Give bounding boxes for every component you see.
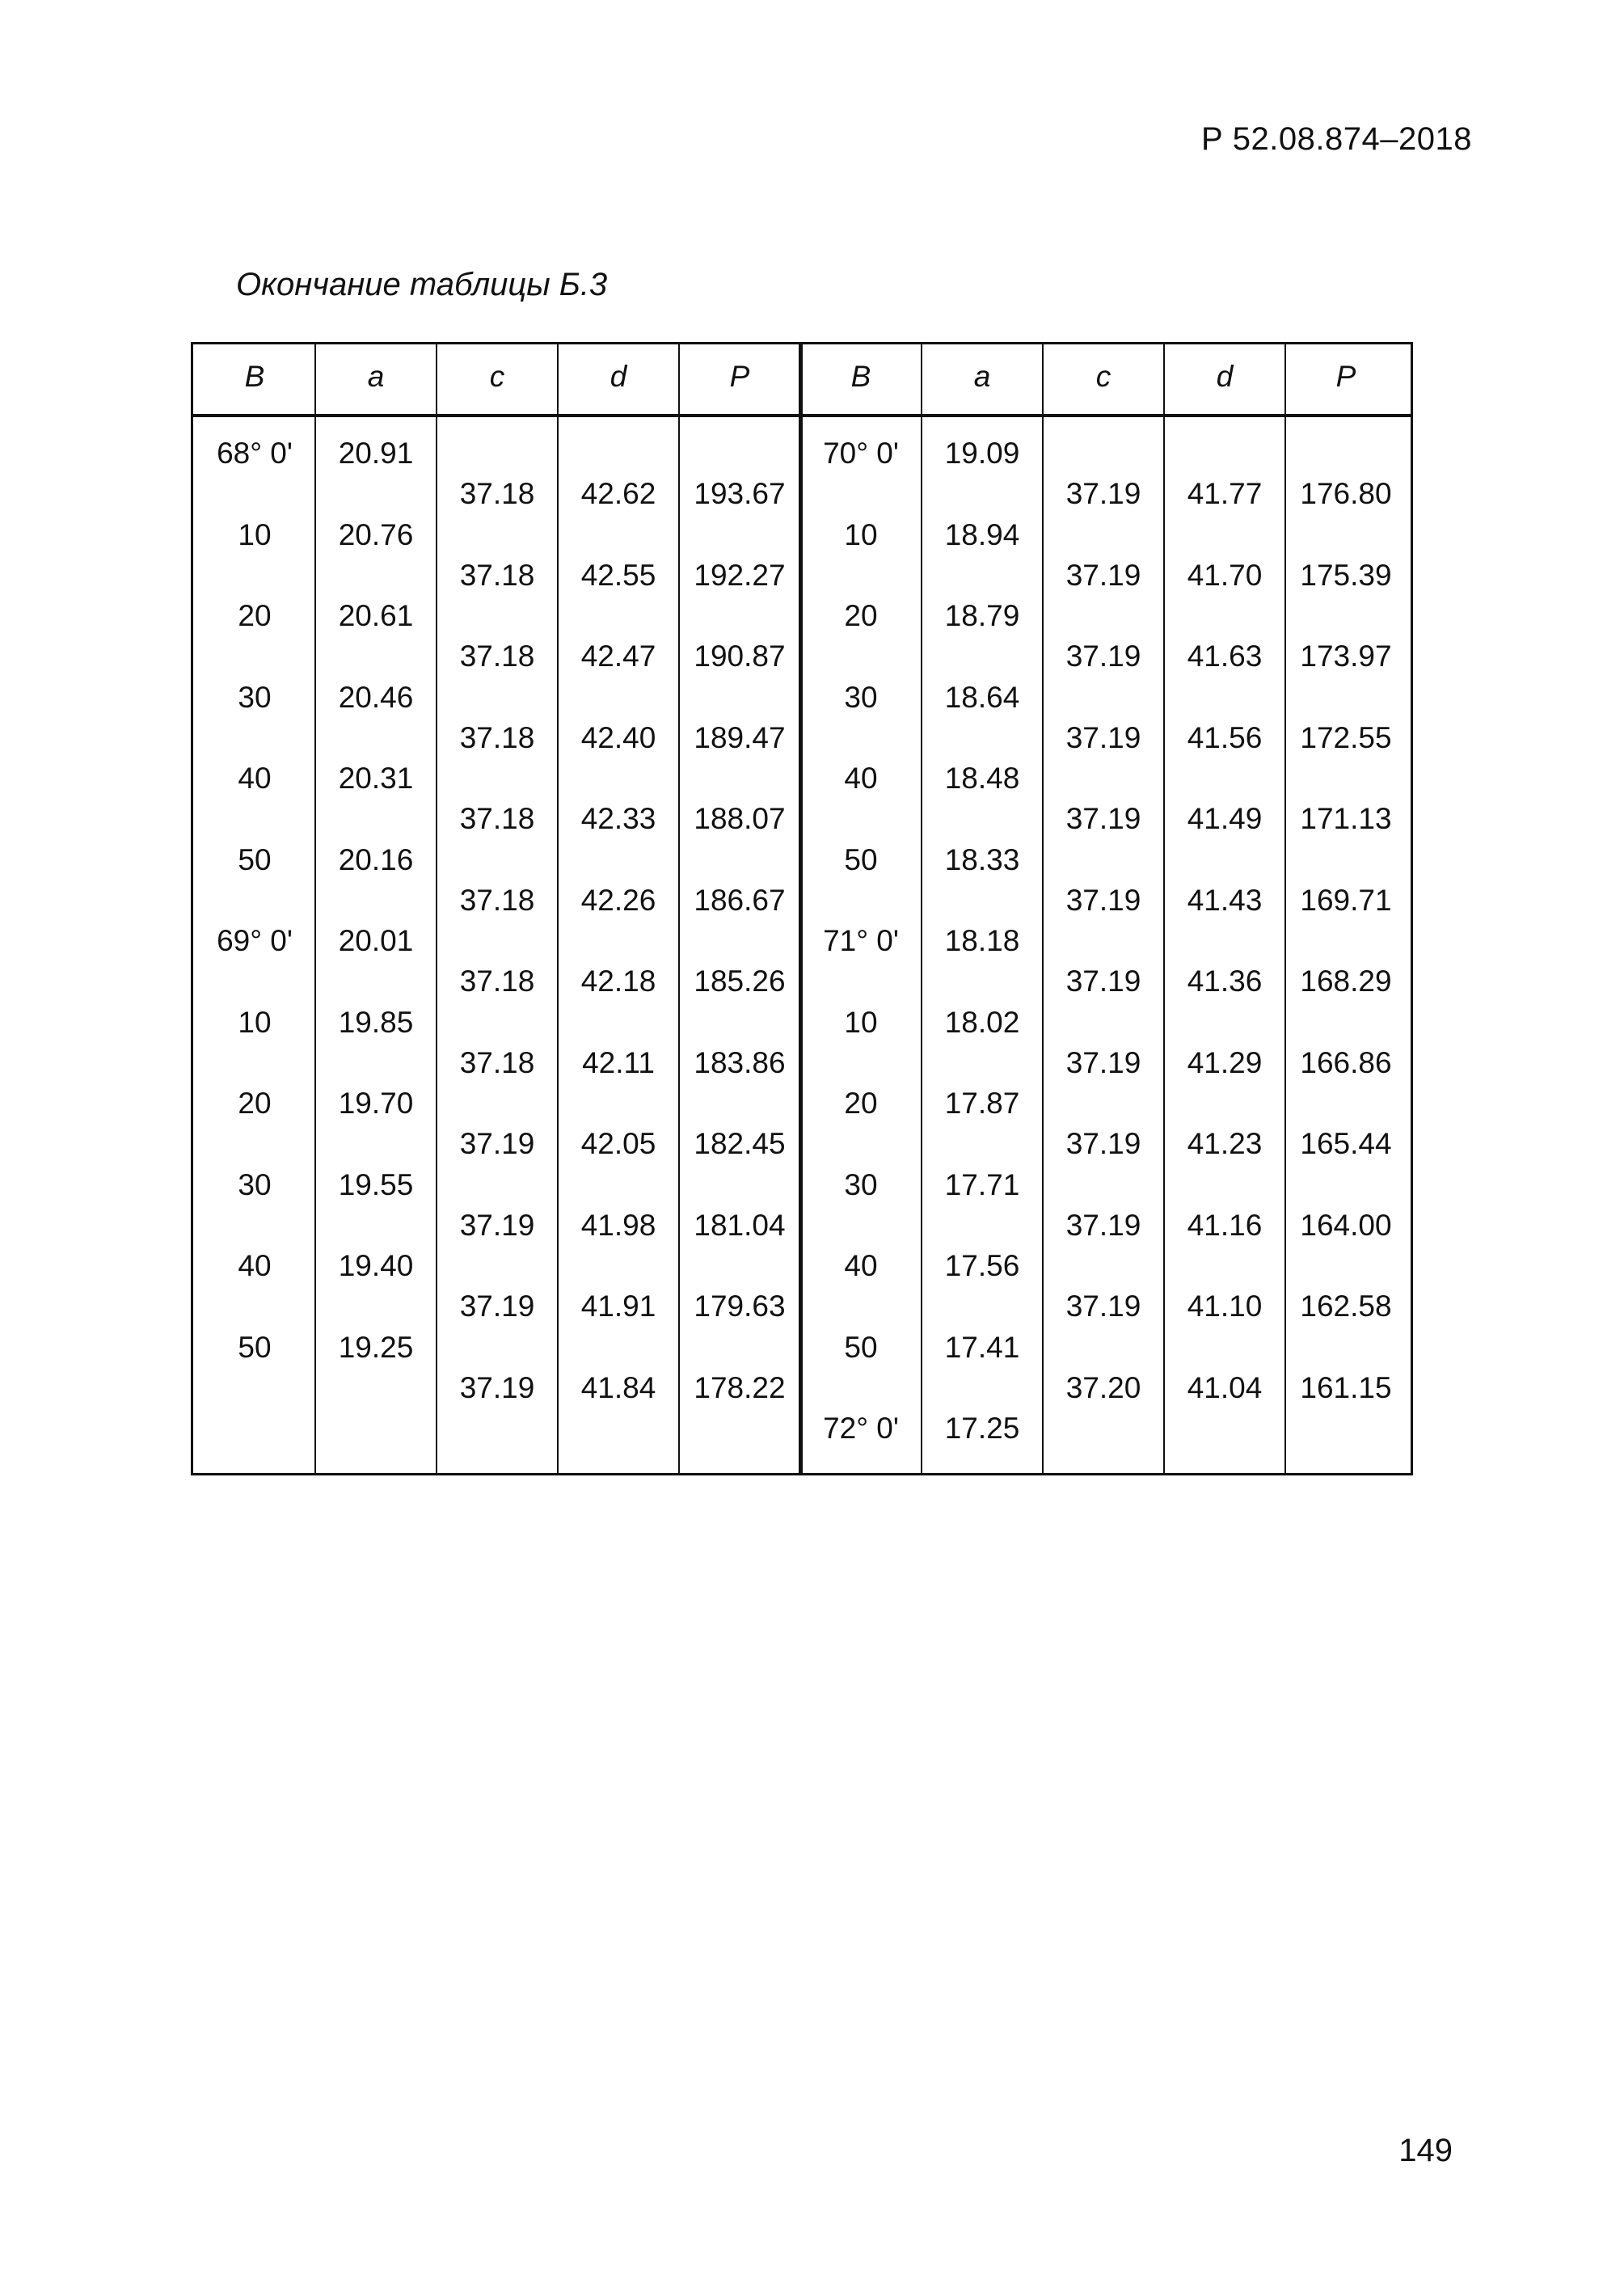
right-a-cell: 18.33	[944, 842, 1020, 876]
left-p-cell: 185.26	[694, 964, 786, 998]
right-b-cell: 30	[844, 680, 878, 714]
left-d-cell: 42.40	[580, 720, 656, 754]
left-d-cell: 41.91	[580, 1290, 656, 1323]
left-a-cell: 19.70	[338, 1087, 414, 1120]
right-b-cell: 70° 0'	[823, 437, 899, 470]
left-c-cell: 37.18	[459, 964, 535, 998]
right-d-cell: 41.43	[1187, 883, 1263, 917]
right-a-cell: 17.41	[944, 1330, 1020, 1364]
right-b-cell: 71° 0'	[823, 924, 899, 957]
right-c-cell: 37.19	[1065, 964, 1141, 998]
header-cell-right-c: c	[1095, 360, 1111, 393]
left-c-cell: 37.18	[459, 802, 535, 835]
left-p-cell: 181.04	[694, 1208, 786, 1242]
header-cell-left-b: B	[244, 360, 265, 393]
right-a-cell: 17.71	[944, 1167, 1020, 1201]
right-a-cell: 18.02	[944, 1005, 1020, 1039]
left-d-cell: 42.11	[582, 1045, 655, 1079]
right-p-cell: 169.71	[1300, 883, 1392, 917]
left-d-cell: 42.05	[580, 1127, 656, 1160]
right-p-cell: 165.44	[1300, 1127, 1392, 1160]
left-a-cell: 19.85	[338, 1005, 414, 1039]
right-d-cell: 41.29	[1187, 1045, 1263, 1079]
left-b-cell: 68° 0'	[217, 437, 293, 470]
right-a-cell: 18.64	[944, 680, 1020, 714]
right-a-cell: 18.48	[944, 762, 1020, 795]
right-c-cell: 37.19	[1065, 477, 1141, 510]
left-b-cell: 69° 0'	[217, 924, 293, 957]
left-a-cell: 20.16	[338, 842, 414, 876]
left-a-cell: 19.55	[338, 1167, 414, 1201]
left-c-cell: 37.18	[459, 639, 535, 673]
left-b-cell: 10	[238, 1005, 272, 1039]
header-cell-left-d: d	[610, 360, 627, 393]
left-d-cell: 42.33	[580, 802, 656, 835]
right-c-cell: 37.19	[1065, 802, 1141, 835]
right-d-cell: 41.10	[1187, 1290, 1263, 1323]
right-d-cell: 41.77	[1187, 477, 1263, 510]
left-c-cell: 37.19	[459, 1127, 535, 1160]
header-cell-right-p: P	[1335, 360, 1356, 393]
left-a-cell: 20.31	[338, 762, 414, 795]
left-p-cell: 190.87	[694, 639, 786, 673]
left-b-cell: 20	[238, 599, 272, 632]
left-d-cell: 42.26	[580, 883, 656, 917]
left-b-cell: 50	[238, 1330, 272, 1364]
right-d-cell: 41.49	[1187, 802, 1263, 835]
left-c-cell: 37.19	[459, 1290, 535, 1323]
right-p-cell: 168.29	[1300, 964, 1392, 998]
header-cell-right-a: a	[973, 360, 991, 393]
left-d-cell: 42.18	[580, 964, 656, 998]
page-number: 149	[1398, 2133, 1453, 2168]
left-d-cell: 41.98	[580, 1208, 656, 1242]
left-b-cell: 40	[238, 762, 272, 795]
left-b-cell: 10	[238, 517, 272, 551]
left-c-cell: 37.18	[459, 558, 535, 592]
left-p-cell: 186.67	[694, 883, 786, 917]
right-d-cell: 41.04	[1187, 1370, 1263, 1404]
right-d-cell: 41.23	[1187, 1127, 1263, 1160]
data-table	[191, 342, 1413, 1475]
right-b-cell: 50	[844, 1330, 878, 1364]
left-d-cell: 41.84	[580, 1370, 656, 1404]
left-p-cell: 192.27	[694, 558, 786, 592]
right-d-cell: 41.70	[1187, 558, 1263, 592]
header-cell-right-b: B	[850, 360, 871, 393]
right-p-cell: 171.13	[1300, 802, 1392, 835]
right-c-cell: 37.19	[1065, 639, 1141, 673]
left-p-cell: 183.86	[694, 1045, 786, 1079]
header-cell-right-d: d	[1216, 360, 1234, 393]
left-b-cell: 30	[238, 1167, 272, 1201]
right-d-cell: 41.63	[1187, 639, 1263, 673]
left-d-cell: 42.47	[580, 639, 656, 673]
left-b-cell: 50	[238, 842, 272, 876]
right-c-cell: 37.19	[1065, 1045, 1141, 1079]
header-cell-left-p: P	[729, 360, 750, 393]
left-a-cell: 19.40	[338, 1249, 414, 1282]
right-p-cell: 161.15	[1300, 1370, 1392, 1404]
right-a-cell: 18.18	[944, 924, 1020, 957]
right-d-cell: 41.56	[1187, 720, 1263, 754]
right-c-cell: 37.20	[1065, 1370, 1141, 1404]
left-c-cell: 37.18	[459, 720, 535, 754]
right-c-cell: 37.19	[1065, 558, 1141, 592]
right-c-cell: 37.19	[1065, 720, 1141, 754]
document-code: Р 52.08.874–2018	[1201, 121, 1472, 157]
left-c-cell: 37.18	[459, 477, 535, 510]
right-b-cell: 40	[844, 762, 878, 795]
left-a-cell: 20.01	[338, 924, 414, 957]
column-divider	[921, 344, 922, 1473]
left-a-cell: 19.25	[338, 1330, 414, 1364]
column-divider	[314, 344, 316, 1473]
left-p-cell: 188.07	[694, 802, 786, 835]
right-p-cell: 173.97	[1300, 639, 1392, 673]
right-b-cell: 20	[844, 599, 878, 632]
right-a-cell: 18.79	[944, 599, 1020, 632]
right-p-cell: 162.58	[1300, 1290, 1392, 1323]
table-caption: Окончание таблицы Б.3	[236, 267, 608, 302]
left-a-cell: 20.61	[338, 599, 414, 632]
left-c-cell: 37.19	[459, 1208, 535, 1242]
right-a-cell: 17.87	[944, 1087, 1020, 1120]
left-c-cell: 37.19	[459, 1370, 535, 1404]
right-b-cell: 40	[844, 1249, 878, 1282]
right-b-cell: 50	[844, 842, 878, 876]
right-p-cell: 176.80	[1300, 477, 1392, 510]
left-c-cell: 37.18	[459, 1045, 535, 1079]
right-a-cell: 19.09	[944, 437, 1020, 470]
left-c-cell: 37.18	[459, 883, 535, 917]
left-a-cell: 20.76	[338, 517, 414, 551]
left-a-cell: 20.46	[338, 680, 414, 714]
left-p-cell: 179.63	[694, 1290, 786, 1323]
right-c-cell: 37.19	[1065, 883, 1141, 917]
right-d-cell: 41.16	[1187, 1208, 1263, 1242]
left-p-cell: 178.22	[694, 1370, 786, 1404]
left-b-cell: 20	[238, 1087, 272, 1120]
right-d-cell: 41.36	[1187, 964, 1263, 998]
right-p-cell: 166.86	[1300, 1045, 1392, 1079]
left-p-cell: 182.45	[694, 1127, 786, 1160]
right-a-cell: 18.94	[944, 517, 1020, 551]
right-a-cell: 17.25	[944, 1412, 1020, 1445]
right-c-cell: 37.19	[1065, 1290, 1141, 1323]
left-b-cell: 30	[238, 680, 272, 714]
right-b-cell: 10	[844, 517, 878, 551]
right-a-cell: 17.56	[944, 1249, 1020, 1282]
right-b-cell: 30	[844, 1167, 878, 1201]
left-a-cell: 20.91	[338, 437, 414, 470]
right-c-cell: 37.19	[1065, 1127, 1141, 1160]
right-b-cell: 72° 0'	[823, 1412, 899, 1445]
left-b-cell: 40	[238, 1249, 272, 1282]
left-d-cell: 42.62	[580, 477, 656, 510]
header-cell-left-c: c	[489, 360, 505, 393]
right-p-cell: 172.55	[1300, 720, 1392, 754]
header-cell-left-a: a	[367, 360, 385, 393]
right-b-cell: 10	[844, 1005, 878, 1039]
right-c-cell: 37.19	[1065, 1208, 1141, 1242]
left-d-cell: 42.55	[580, 558, 656, 592]
left-p-cell: 193.67	[694, 477, 786, 510]
right-p-cell: 175.39	[1300, 558, 1392, 592]
right-b-cell: 20	[844, 1087, 878, 1120]
left-p-cell: 189.47	[694, 720, 786, 754]
right-p-cell: 164.00	[1300, 1208, 1392, 1242]
